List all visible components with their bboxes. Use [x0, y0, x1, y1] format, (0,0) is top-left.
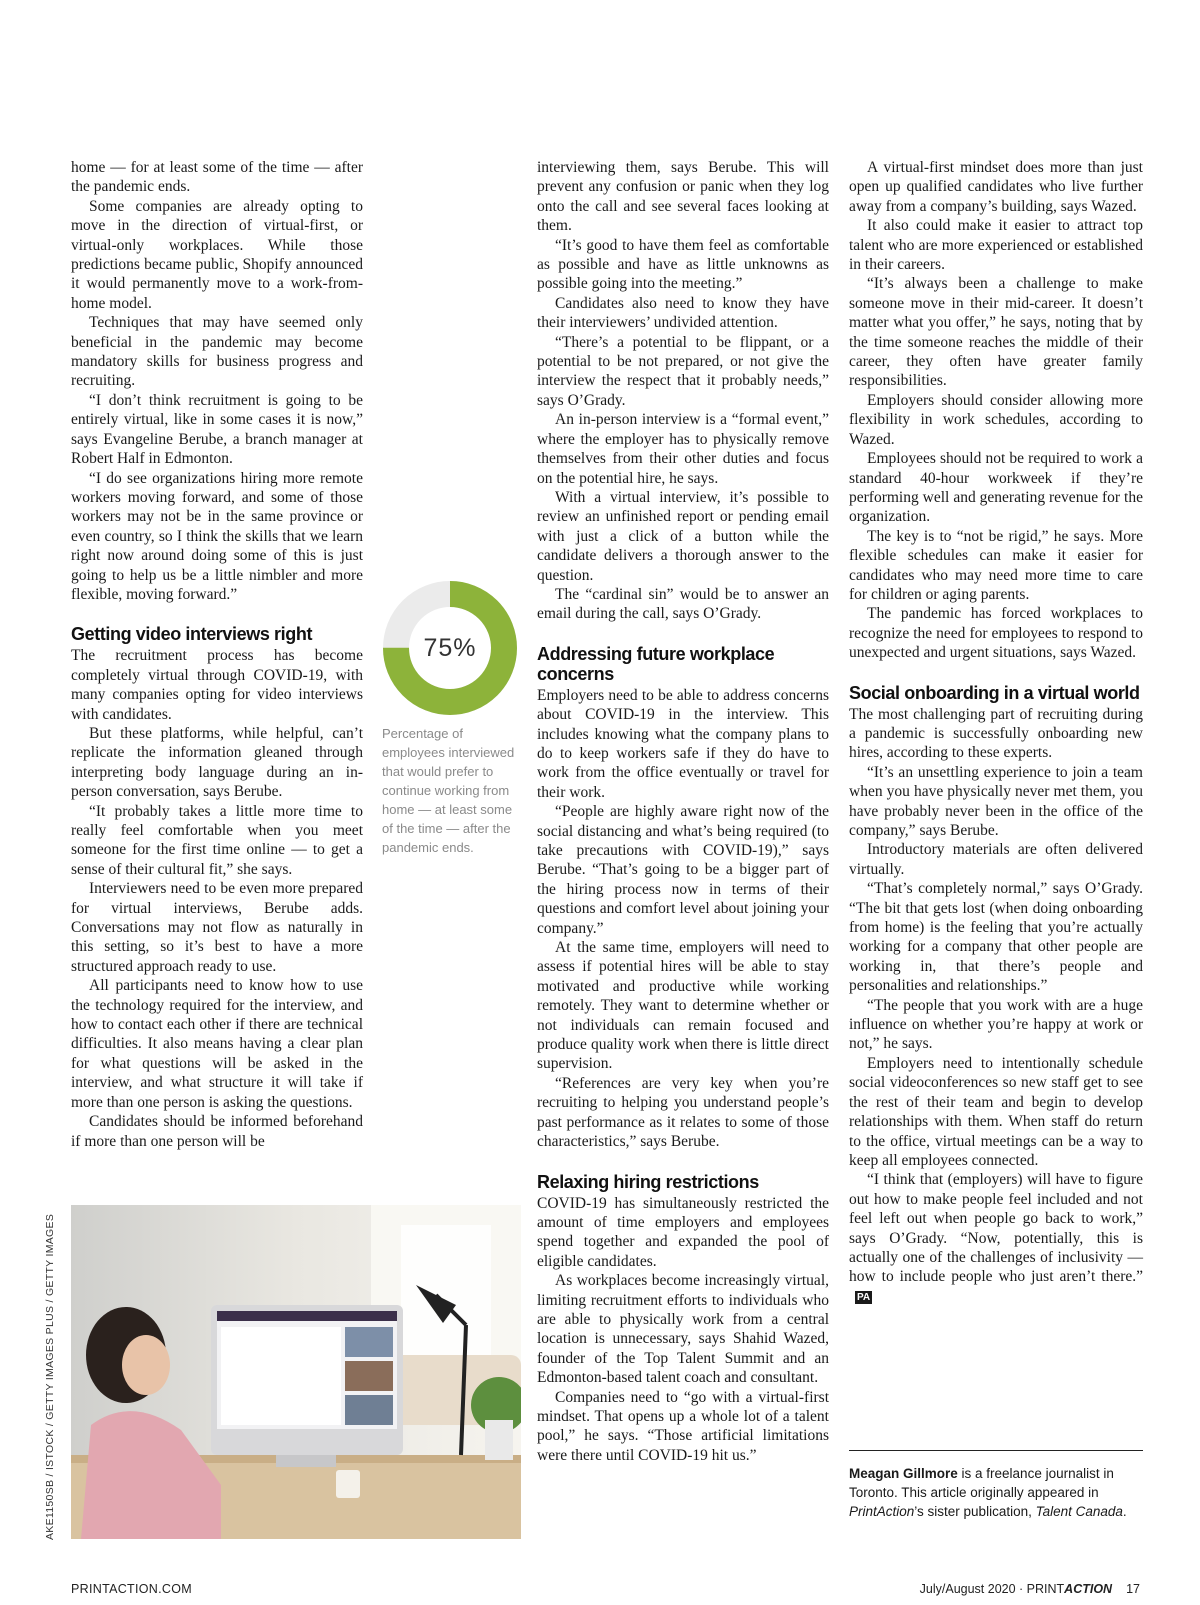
- paragraph: “It probably takes a little more time to really feel comfortable when you meet someone for the first time online — to get a sense of their cultural fit,” she says.: [71, 802, 363, 878]
- article-column-2: [537, 158, 829, 1465]
- paragraph-text: “I think that (employers) will have to figure out how to make people feel included and not feel left out when people go back to work,” says O’Grady. “Now, potentially, this is actually one of the challenges of inclusivity — how to include people who just aren’t there.”: [849, 1171, 1143, 1286]
- stat-value: 75%: [423, 633, 477, 662]
- paragraph: “It’s always been a challenge to make someone move in their mid-career. It doesn’t matter what you offer,” he says, noting that by the time someone reaches the middle of their career, they often have greater family responsibilities.: [849, 275, 1143, 390]
- paragraph: Employees should not be required to work a standard 40-hour workweek if they’re performing well and generating revenue for the organization.: [849, 450, 1143, 526]
- paragraph: interviewing them, says Berube. This will prevent any confusion or panic when they log onto the call and see several faces looking at them.: [537, 159, 829, 235]
- paragraph: Candidates should be informed beforehand if more than one person will be: [71, 1113, 363, 1150]
- paragraph: A virtual-first mindset does more than just open up qualified candidates who live further away from a company’s building, says Wazed.: [849, 159, 1143, 215]
- end-mark-icon: PA: [857, 1291, 871, 1303]
- paragraph: Candidates also need to know they have their interviewers’ undivided attention.: [537, 294, 829, 332]
- issue-date: July/August 2020 ·: [919, 1582, 1027, 1596]
- page-number: 17: [1126, 1582, 1140, 1596]
- author-bio: [849, 1464, 1143, 1521]
- paragraph: Interviewers need to be even more prepared for virtual interviews, Berube adds. Conversations may not flow as naturally in this setting, so it’s best to have a more structured approach ready to use.: [71, 880, 363, 975]
- photo-credit: AKE1150SB / ISTOCK / GETTY IMAGES PLUS / GETTY IMAGES: [44, 1213, 56, 1540]
- paragraph: Employers need to intentionally schedule social videoconferences so new staff get to see the rest of their team and begin to develop relationships with them. When staff do return to the office, virtual meetings can be a way to keep all employees connected.: [849, 1054, 1143, 1169]
- woman-video-call-illustration: [71, 1205, 521, 1539]
- paragraph: With a virtual interview, it’s possible to review an unfinished report or pending email with just a click of a button while the candidate delivers a thorough answer to the question.: [537, 488, 829, 584]
- footer-folio: [920, 1582, 1140, 1596]
- paragraph: The pandemic has forced workplaces to recognize the need for employees to respond to unexpected and urgent situations, says Wazed.: [849, 605, 1143, 662]
- paragraph: Companies need to “go with a virtual-first mindset. That opens up a whole lot of a talent pool,” he says. “Those artificial limitations were there until COVID-19 hit us.”: [537, 1388, 829, 1464]
- paragraph: “There’s a potential to be flippant, or a potential to be not prepared, or not give the interview the respect that it probably needs,” says O’Grady.: [537, 333, 829, 409]
- bio-text: is a freelance journalist in Toronto. This article originally appeared in: [849, 1466, 1114, 1500]
- paragraph: “It’s an unsettling experience to join a team when you have physically never met them, you have probably never been in the office of the company,” says Berube.: [849, 763, 1143, 839]
- paragraph: [849, 1170, 1143, 1306]
- section-heading: Addressing future workplace concerns: [537, 643, 775, 684]
- magazine-brand: [1027, 1582, 1112, 1596]
- footer-website: PRINTACTION.COM: [71, 1582, 192, 1596]
- author-name: Meagan Gillmore: [849, 1466, 958, 1481]
- section-heading: Relaxing hiring restrictions: [537, 1171, 759, 1192]
- paragraph: Some companies are already opting to move in the direction of virtual-first, or virtual-only workplaces. While those predictions became public, Shopify announced it would permanently move to a work-from-home model.: [71, 197, 363, 312]
- paragraph: “I don’t think recruitment is going to be entirely virtual, like in some cases it is now,” says Evangeline Berube, a branch manager at Robert Half in Edmonton.: [71, 391, 363, 468]
- article-column-1: [71, 158, 363, 1151]
- paragraph: The “cardinal sin” would be to answer an email during the call, says O’Grady.: [537, 585, 829, 623]
- publication-name: PrintAction: [849, 1504, 915, 1519]
- paragraph: At the same time, employers will need to assess if potential hires will be able to stay motivated and productive while working remotely. They want to determine whether or not individuals can remain focused and produce quality work when there is little direct supervision.: [537, 939, 829, 1073]
- paragraph: “I do see organizations hiring more remote workers moving forward, and some of those workers may not be in the same province or even country, so I think the skills that we learn right now around doing some of this is just going to help us be a little nimbler and more flexible, moving forward.”: [71, 469, 363, 603]
- paragraph: Introductory materials are often delivered virtually.: [849, 841, 1143, 878]
- paragraph: An in-person interview is a “formal event,” where the employer has to physically remove themselves from their other duties and focus on the potential hire, he says.: [537, 411, 829, 487]
- bio-text: ’s sister publication,: [914, 1504, 1036, 1519]
- paragraph: The key is to “not be rigid,” he says. More flexible schedules can make it easier for candidates who may need more time to care for children or aging parents.: [849, 527, 1143, 603]
- paragraph: But these platforms, while helpful, can’t replicate the information gleaned through interpreting body language during an in-person conversation, says Berube.: [71, 724, 363, 801]
- paragraph: Employers should consider allowing more flexibility in work schedules, according to Wazed.: [849, 391, 1143, 448]
- article-column-3: [849, 158, 1143, 1306]
- divider: [849, 1450, 1143, 1451]
- photo-video-interview: [71, 1205, 521, 1539]
- paragraph: It also could make it easier to attract top talent who are more experienced or established in their careers.: [849, 217, 1143, 274]
- paragraph: “It’s good to have them feel as comfortable as possible and have as little unknowns as possible going into the meeting.”: [537, 236, 829, 293]
- paragraph: “That’s completely normal,” says O’Grady. “The bit that gets lost (when doing onboarding from home) is the feeling that you’re actually working for a company that other people are working in, that there’s people and personalities and relationships.”: [849, 880, 1143, 995]
- paragraph: “People are highly aware right now of the social distancing and what’s being required (to take precautions with COVID-19),” says Berube. “That’s going to be a bigger part of the hiring process now in terms of their questions and comfort level about joining your company.”: [537, 803, 829, 937]
- brand-prefix: PRINT: [1026, 1582, 1065, 1596]
- paragraph: COVID-19 has simultaneously restricted the amount of time employers and employees spend together and expanded the pool of eligible candidates.: [537, 1194, 829, 1270]
- paragraph: The most challenging part of recruiting during a pandemic is successfully onboarding new hires, according to these experts.: [849, 705, 1143, 762]
- paragraph: home — for at least some of the time — after the pandemic ends.: [71, 159, 363, 196]
- stat-caption: Percentage of employees interviewed that would prefer to continue working from home — at least some of the time — after the pandemic ends.: [382, 726, 515, 855]
- paragraph: Techniques that may have seemed only beneficial in the pandemic may become mandatory skills for business progress and recruiting.: [71, 314, 363, 390]
- paragraph: “The people that you work with are a huge influence on whether you’re happy at work or not,” he says.: [849, 996, 1143, 1053]
- stat-callout: [382, 580, 524, 857]
- paragraph: The recruitment process has become completely virtual through COVID-19, with many companies opting for video interviews with candidates.: [71, 647, 363, 723]
- bio-text: .: [1122, 1504, 1127, 1519]
- brand-suffix: ACTION: [1064, 1582, 1113, 1596]
- publication-name: Talent Canada: [1035, 1504, 1123, 1519]
- paragraph: All participants need to know how to use the technology required for the interview, and how to contact each other if there are technical difficulties. It also means having a clear plan for what questions will be asked in the interview, and what structure it will take if more than one person is asking the questions.: [71, 977, 363, 1111]
- paragraph: As workplaces become increasingly virtual, limiting recruitment efforts to individuals who are able to physically work from a central location is unnecessary, says Shahid Wazed, founder of the Top Talent Summit and an Edmonton-based talent coach and consultant.: [537, 1272, 829, 1387]
- paragraph: Employers need to be able to address concerns about COVID-19 in the interview. This includes knowing what the company plans to do to keep workers safe if they do have to work from the office eventually or travel for their work.: [537, 686, 829, 801]
- section-heading: Getting video interviews right: [71, 624, 313, 645]
- section-heading: Social onboarding in a virtual world: [849, 682, 1140, 703]
- paragraph: “References are very key when you’re recruiting to helping you understand people’s past performance as it relates to some of those characteristics,” says Berube.: [537, 1074, 829, 1151]
